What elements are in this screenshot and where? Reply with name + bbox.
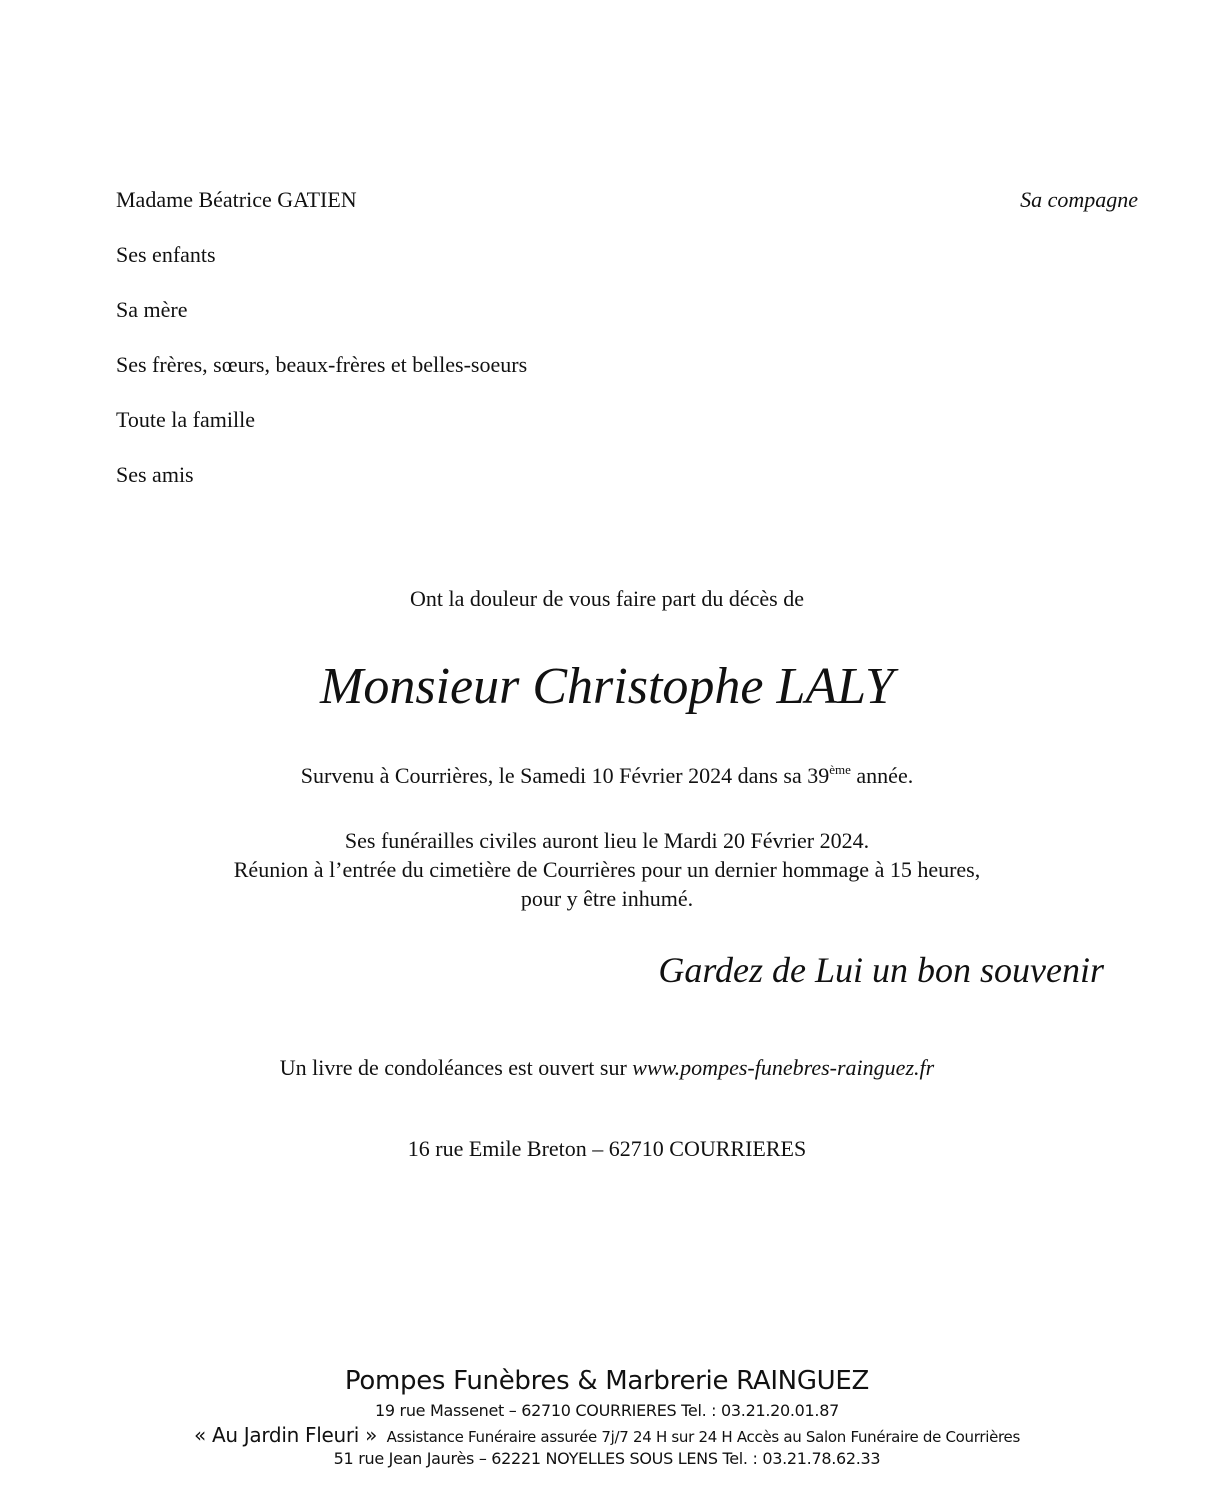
relation-label: Sa compagne — [1020, 187, 1138, 212]
branch-name: « Au Jardin Fleuri » — [194, 1423, 378, 1447]
family-line: Ses frères, sœurs, beaux-frères et belles-soeurs — [116, 352, 528, 377]
branch-address: 51 rue Jean Jaurès – 62221 NOYELLES SOUS LENS Tel. : 03.21.78.62.33 — [333, 1449, 881, 1468]
deceased-name: Monsieur Christophe LALY — [320, 658, 894, 715]
family-line: Ses amis — [116, 462, 194, 487]
company-address: 19 rue Massenet – 62710 COURRIERES Tel. : 03.21.20.01.87 — [375, 1401, 839, 1420]
death-info-main: Survenu à Courrières, le Samedi 10 Février 2024 dans sa 39 — [300, 763, 830, 788]
family-line: Sa mère — [116, 297, 188, 322]
family-line: Ses enfants — [116, 242, 216, 267]
death-info-sup: ème — [829, 762, 851, 777]
family-address: 16 rue Emile Breton – 62710 COURRIERES — [407, 1136, 807, 1161]
branch-line — [0, 1421, 1214, 1451]
motto: Gardez de Lui un bon souvenir — [658, 950, 1104, 990]
death-info-end: année. — [850, 763, 914, 788]
branch-services: Assistance Funéraire assurée 7j/7 24 H sur 24 H Accès au Salon Funéraire de Courrières — [386, 1428, 1020, 1446]
family-line: Toute la famille — [116, 407, 255, 432]
condolence-url-link[interactable]: www.pompes-funebres-rainguez.fr — [632, 1055, 935, 1080]
funeral-line: Réunion à l’entrée du cimetière de Courrières pour un dernier hommage à 15 heures, — [233, 857, 981, 882]
condolence-text: Un livre de condoléances est ouvert sur — [279, 1055, 633, 1080]
funeral-line: pour y être inhumé. — [520, 886, 694, 911]
death-info — [0, 761, 1214, 793]
funeral-line: Ses funérailles civiles auront lieu le Mardi 20 Février 2024. — [344, 828, 870, 853]
company-name: Pompes Funèbres & Marbrerie RAINGUEZ — [344, 1366, 870, 1396]
condolence-line — [0, 1053, 1214, 1082]
intro-text: Ont la douleur de vous faire part du décès de — [409, 586, 805, 611]
family-line: Madame Béatrice GATIEN — [116, 187, 357, 212]
